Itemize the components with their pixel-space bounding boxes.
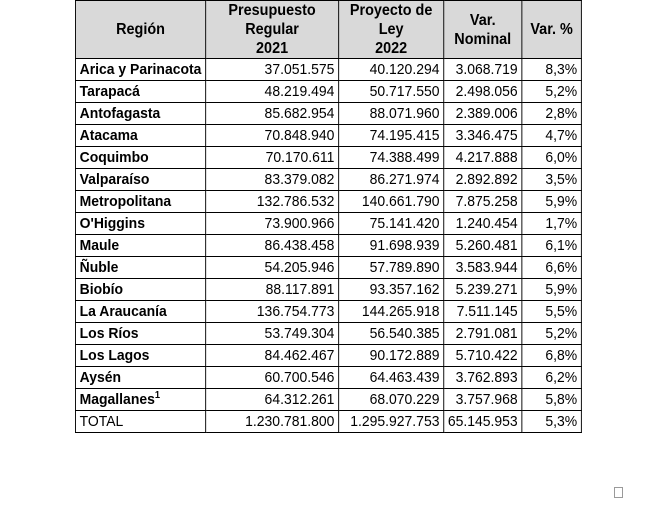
- table-row: [75, 191, 581, 213]
- header-row: [75, 1, 581, 59]
- corner-marker: [614, 487, 623, 498]
- var-pct-cell: 6,8%: [522, 345, 582, 367]
- region-name: Magallanes: [79, 391, 155, 408]
- table-row: [75, 279, 581, 301]
- table-row: [75, 235, 581, 257]
- budget-2022-cell: 74.195.415: [339, 125, 444, 147]
- budget-2022-cell: 40.120.294: [339, 59, 444, 81]
- budget-2022-cell: 57.789.890: [339, 257, 444, 279]
- region-cell: [75, 367, 205, 389]
- table-row: [75, 147, 581, 169]
- region-cell: [75, 59, 205, 81]
- table-row: [75, 213, 581, 235]
- total-label: TOTAL: [75, 411, 205, 433]
- var-nominal-cell: 2.389.006: [444, 103, 522, 125]
- var-nominal-cell: 7.875.258: [444, 191, 522, 213]
- budget-2022-cell: 64.463.439: [339, 367, 444, 389]
- budget-2021-cell: 85.682.954: [206, 103, 339, 125]
- budget-2022-cell: 56.540.385: [339, 323, 444, 345]
- budget-2022-cell: 144.265.918: [339, 301, 444, 323]
- footnote-marker: 1: [154, 390, 161, 401]
- budget-2022-cell: 93.357.162: [339, 279, 444, 301]
- budget-2022-cell: 50.717.550: [339, 81, 444, 103]
- region-name: Valparaíso: [79, 171, 150, 188]
- region-name: La Araucanía: [79, 303, 167, 320]
- budget-2021-cell: 54.205.946: [206, 257, 339, 279]
- region-name: Ñuble: [79, 259, 119, 276]
- var-pct-cell: 5,8%: [522, 389, 582, 411]
- region-name: Metropolitana: [79, 193, 172, 210]
- table-row: [75, 59, 581, 81]
- region-name: Maule: [79, 237, 120, 254]
- var-pct-cell: 4,7%: [522, 125, 582, 147]
- region-cell: [75, 257, 205, 279]
- var-nominal-cell: 2.498.056: [444, 81, 522, 103]
- header-region: Región: [75, 1, 205, 59]
- table-row: [75, 169, 581, 191]
- total-var: 65.145.953: [444, 411, 522, 433]
- region-cell: [75, 103, 205, 125]
- var-pct-cell: 6,0%: [522, 147, 582, 169]
- table-row: [75, 125, 581, 147]
- table-row: [75, 367, 581, 389]
- table-row: [75, 323, 581, 345]
- region-cell: [75, 213, 205, 235]
- region-name: Los Lagos: [79, 347, 150, 364]
- budget-2022-cell: 75.141.420: [339, 213, 444, 235]
- var-nominal-cell: 3.346.475: [444, 125, 522, 147]
- region-name: Antofagasta: [79, 105, 161, 122]
- budget-2022-cell: 68.070.229: [339, 389, 444, 411]
- region-name: Aysén: [79, 369, 122, 386]
- var-nominal-cell: 4.217.888: [444, 147, 522, 169]
- total-2021: 1.230.781.800: [206, 411, 339, 433]
- var-pct-cell: 5,2%: [522, 323, 582, 345]
- budget-2021-cell: 136.754.773: [206, 301, 339, 323]
- var-pct-cell: 6,1%: [522, 235, 582, 257]
- region-cell: [75, 191, 205, 213]
- table-row: [75, 345, 581, 367]
- var-pct-cell: 2,8%: [522, 103, 582, 125]
- header-var-pct: Var. %: [522, 1, 582, 59]
- var-pct-cell: 5,9%: [522, 191, 582, 213]
- var-nominal-cell: 3.068.719: [444, 59, 522, 81]
- var-nominal-cell: 3.757.968: [444, 389, 522, 411]
- region-name: Arica y Parinacota: [79, 61, 202, 78]
- budget-2022-cell: 88.071.960: [339, 103, 444, 125]
- var-pct-cell: 5,5%: [522, 301, 582, 323]
- budget-2021-cell: 132.786.532: [206, 191, 339, 213]
- region-cell: [75, 345, 205, 367]
- region-cell: [75, 147, 205, 169]
- header-law-2022: Proyecto de Ley 2022: [339, 1, 444, 59]
- budget-2021-cell: 64.312.261: [206, 389, 339, 411]
- budget-table: [75, 0, 582, 433]
- budget-2021-cell: 73.900.966: [206, 213, 339, 235]
- budget-2021-cell: 84.462.467: [206, 345, 339, 367]
- var-nominal-cell: 2.791.081: [444, 323, 522, 345]
- header-regular-2021: Presupuesto Regular 2021: [206, 1, 339, 59]
- var-nominal-cell: 3.762.893: [444, 367, 522, 389]
- table-row: [75, 301, 581, 323]
- var-nominal-cell: 1.240.454: [444, 213, 522, 235]
- budget-2021-cell: 53.749.304: [206, 323, 339, 345]
- var-pct-cell: 5,2%: [522, 81, 582, 103]
- table-row: [75, 257, 581, 279]
- var-pct-cell: 5,9%: [522, 279, 582, 301]
- region-name: Los Ríos: [79, 325, 139, 342]
- region-name: Tarapacá: [79, 83, 140, 100]
- var-pct-cell: 8,3%: [522, 59, 582, 81]
- total-2022: 1.295.927.753: [339, 411, 444, 433]
- total-row: [75, 411, 581, 433]
- region-cell: [75, 279, 205, 301]
- budget-2021-cell: 88.117.891: [206, 279, 339, 301]
- budget-2021-cell: 37.051.575: [206, 59, 339, 81]
- region-name: Coquimbo: [79, 149, 149, 166]
- budget-2021-cell: 48.219.494: [206, 81, 339, 103]
- region-cell: [75, 235, 205, 257]
- table-row: [75, 389, 581, 411]
- var-nominal-cell: 5.239.271: [444, 279, 522, 301]
- budget-2021-cell: 70.170.611: [206, 147, 339, 169]
- region-cell: [75, 81, 205, 103]
- budget-2021-cell: 86.438.458: [206, 235, 339, 257]
- var-pct-cell: 3,5%: [522, 169, 582, 191]
- budget-2022-cell: 140.661.790: [339, 191, 444, 213]
- budget-2021-cell: 70.848.940: [206, 125, 339, 147]
- budget-2021-cell: 60.700.546: [206, 367, 339, 389]
- budget-2022-cell: 74.388.499: [339, 147, 444, 169]
- region-cell: [75, 169, 205, 191]
- region-name: O'Higgins: [79, 215, 145, 232]
- var-pct-cell: 6,2%: [522, 367, 582, 389]
- header-var-nominal: Var. Nominal: [444, 1, 522, 59]
- var-nominal-cell: 5.710.422: [444, 345, 522, 367]
- budget-2022-cell: 86.271.974: [339, 169, 444, 191]
- total-pct: 5,3%: [522, 411, 582, 433]
- region-cell: [75, 323, 205, 345]
- region-cell: [75, 301, 205, 323]
- budget-2022-cell: 91.698.939: [339, 235, 444, 257]
- var-pct-cell: 6,6%: [522, 257, 582, 279]
- var-pct-cell: 1,7%: [522, 213, 582, 235]
- table-row: [75, 81, 581, 103]
- budget-2022-cell: 90.172.889: [339, 345, 444, 367]
- var-nominal-cell: 5.260.481: [444, 235, 522, 257]
- var-nominal-cell: 7.511.145: [444, 301, 522, 323]
- region-name: Atacama: [79, 127, 138, 144]
- region-name: Biobío: [79, 281, 124, 298]
- budget-2021-cell: 83.379.082: [206, 169, 339, 191]
- region-cell: [75, 125, 205, 147]
- var-nominal-cell: 3.583.944: [444, 257, 522, 279]
- table-row: [75, 103, 581, 125]
- var-nominal-cell: 2.892.892: [444, 169, 522, 191]
- region-cell: [75, 389, 205, 411]
